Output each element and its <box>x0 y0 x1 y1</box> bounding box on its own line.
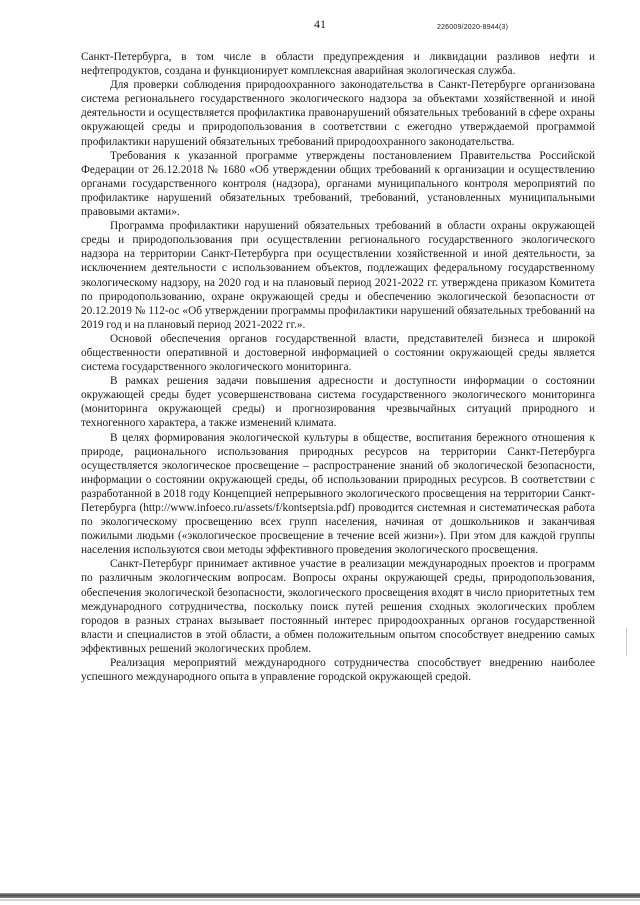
scan-margin-mark <box>626 628 627 656</box>
paragraph: Санкт-Петербурга, в том числе в области предупреждения и ликвидации разливов нефти и нефтепродуктов, создана и функционирует комплексная аварийная экологическая служба. <box>81 51 595 78</box>
paragraph: Основой обеспечения органов государственной власти, представителей бизнеса и широкой общественности оперативной и достоверной информацией о состоянии окружающей среды является система государственного экологического мониторинга. <box>81 332 595 374</box>
paragraph: В целях формирования экологической культуры в обществе, воспитания бережного отношения к природе, рационального использования природных ресурсов на территории Санкт-Петербурга осуществляется экологическое просвещение – распространение знаний об экологической безопасности, информации о состоянии окружающей среды, об использовании природных ресурсов. В соответствии с разработанной в 2018 году Концепцией непрерывного экологического просвещения на территории Санкт-Петербурга (http://www.infoeco.ru/assets/f/kontseptsia.pdf) проводится системная и систематическая работа по экологическому просвещению всех групп населения, начиная от дошкольников и заканчивая пожилыми людьми («экологическое просвещение в течение всей жизни»). При этом для каждой группы населения используются свои методы эффективного проведения экологического просвещения. <box>81 431 595 557</box>
paragraph: Требования к указанной программе утверждены постановлением Правительства Российской Федерации от 26.12.2018 № 1680 «Об утверждении общих требований к организации и осуществлению органами государственного контроля (надзора), органами муниципального контроля мероприятий по профилактике нарушений обязательных требований, требований, установленных муниципальными правовыми актами». <box>81 149 595 219</box>
document-reference: 226009/2020-8944(3) <box>437 24 509 31</box>
paragraph: Санкт-Петербург принимает активное участие в реализации международных проектов и программ по различным экологическим вопросам. Вопросы охраны окружающей среды, природопользования, обеспечения экологической безопасности, экологического просвещения входят в число приоритетных тем международного сотрудничества, поскольку поиск путей решения сходных экологических проблем городов в разных странах вызывает постоянный интерес природоохранных органов государственной власти и специалистов в этой области, а обмен положительным опытом способствует внедрению самых эффективных решений экологических проблем. <box>81 558 595 655</box>
paragraph: Для проверки соблюдения природоохранного законодательства в Санкт-Петербурге организована система региональнего государственного экологического надзора за объектами хозяйственной и иной деятельности и осуществляется профилактика правонарушений обязательных требований в сфере охраны окружающей среды и природопользования в соответствии с ежегодно утверждаемой программой профилактики нарушений обязательных требований природоохранного законодательства. <box>81 79 595 148</box>
paragraph: В рамках решения задачи повышения адресности и доступности информации о состоянии окружающей среды будет усовершенствована система государственного экологического мониторинга (мониторинга окружающей среды) и прогнозирования чрезвычайных ситуаций природного и техногенного характера, а также изменений климата. <box>81 375 595 430</box>
scan-bottom-edge <box>0 893 640 898</box>
scan-bottom-edge-shadow <box>0 899 640 901</box>
paragraph: Программа профилактики нарушений обязательных требований в области охраны окружающей среды и природопользования при осуществлении регионального государственного экологического надзора на территории Санкт-Петербурга при осуществлении хозяйственной и иной деятельности, за исключением деятельности с использованием объектов, подлежащих федеральному государственному экологическому надзору, на 2020 год и на плановый период 2021-2022 гг. утверждена приказом Комитета по природопользованию, охране окружающей среды и обеспечению экологической безопасности от 20.12.2019 № 112-ос «Об утверждении программы профилактики нарушений обязательных требований на 2019 год и на плановый период 2021-2022 гг.». <box>81 220 595 331</box>
page-number: 41 <box>314 17 326 31</box>
paragraph: Реализация мероприятий международного сотрудничества способствует внедрению наиболее успешного международного опыта в управление городской окружающей средой. <box>81 657 595 684</box>
document-body <box>81 50 595 684</box>
